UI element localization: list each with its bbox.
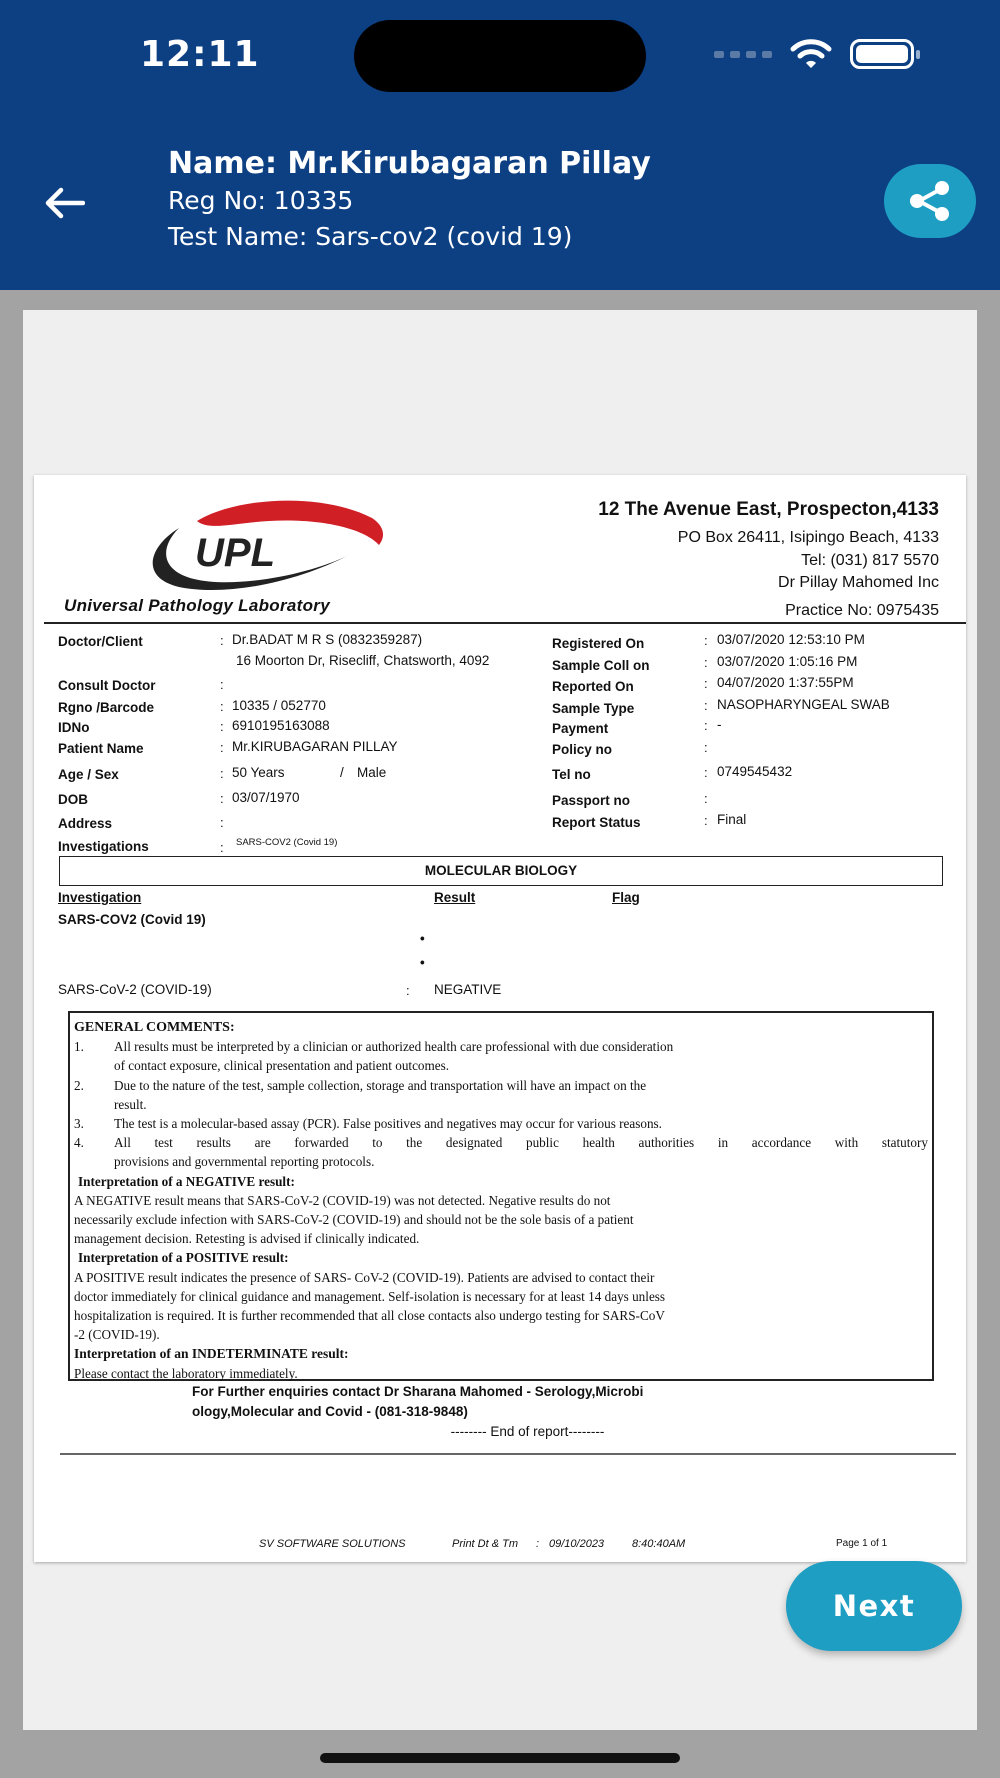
reported-on-value: 04/07/2020 1:37:55PM: [717, 675, 854, 690]
patient-summary: [168, 145, 651, 255]
report-page: UPL Universal Pathology Laboratory 12 The Avenue East, Prospecton,4133 PO Box 26411, Isipingo Beach, 4133 Tel: (031) 817 5570 Dr Pillay Mahomed Inc Practice No: 0975435 Doctor/Client : Dr.BADAT M R S (0832359287) 16 Moorton Dr, Risecliff, Chatsworth, 4092 Consult Doctor : Rgno /Barcode : 10335 / 052770 IDNo : 6910195163088 Patient Name : Mr.KIRUBAGARAN PILLAY Age / Sex : 50 Years / Male DOB : 03/07/1970 Address : Investigations : SARS-COV2 (Covid 19) Registered On : 03/07/2020 12:53:10 PM Sample Coll on : 03/07/2020 1:05:16 PM Reported On : 04/07/2020 1:37:55PM Sample Type : NASOPHARYNGEAL SWAB Payment : - Policy no : Tel no : 0749545432 Passport no : Report Status : Final MOLECULAR BIOLOGY Investigation Result Flag SARS-COV2 (Covid 19) • • SARS-CoV-2 (COVID-19) : NEGATIVE GENERAL COMMENTS: 1. All results must be interpreted by a clinician or authorized health care professional with due consideration of contact exposure, clinical presentation and patient outcomes. 2. Due to the nature of the test, sample collection, storage and transportation will have an impact on the result. 3. The test is a molecular-based assay (PCR). False positives and negatives may occur for various reasons. 4. All test results are forwarded to the designated public health authorities in accordance with statutory provisions and governmental reporting protocols. Interpretation of a NEGATIVE result: A NEGATIVE result means that SARS-CoV-2 (COVID-19) was not detected. Negative results do not necessarily exclude infection with SARS-CoV-2 (COVID-19) and should not be the sole basis of a patient management decision. Retesting is advised if clinically indicated. Interpretation of a POSITIVE result: A POSITIVE result indicates the presence of SARS- CoV-2 (COVID-19). Patients are advised to contact their doctor immediately for clinical guidance and management. Self-isolation is necessary for at least 14 days unless hospitalization is required. It is further recommended that all close contacts also undergo testing for SARS-CoV -2 (COVID-19). Interpretation of an INDETERMINATE result: Please contact the laboratory immediately. For Further enquiries contact Dr Sharana Mahomed - Serology,Microbi ology,Molecular and Covid - (081-318-9848) -------- End of report-------- SV SOFTWARE SOLUTIONS Print Dt & Tm : 09/10/2023 8:40:40AM Page 1 of 1: [34, 475, 966, 1562]
report-status-label: Report Status: [552, 815, 641, 830]
enquiry-line: ology,Molecular and Covid - (081-318-9848): [192, 1404, 468, 1419]
next-button[interactable]: Next: [786, 1561, 962, 1651]
battery-icon: [850, 39, 914, 69]
test-row-name: SARS-CoV-2 (COVID-19): [58, 982, 212, 997]
age-sex-separator: /: [340, 765, 344, 780]
patient-name: Name: Mr.Kirubagaran Pillay: [168, 146, 651, 181]
idno-label: IDNo: [58, 720, 90, 735]
column-investigation: Investigation: [58, 890, 142, 905]
indeterminate-interpretation-title: Interpretation of an INDETERMINATE result:: [74, 1346, 349, 1362]
practice-number: Practice No: 0975435: [785, 602, 939, 619]
age-value: 50 Years: [232, 765, 285, 780]
comment-item: 2. Due to the nature of the test, sample collection, storage and transportation will have an impact on the: [74, 1077, 647, 1093]
positive-interpretation-line: -2 (COVID-19).: [74, 1327, 160, 1343]
idno-value: 6910195163088: [232, 718, 330, 733]
status-icons: [714, 36, 914, 72]
footer-page-number: Page 1 of 1: [836, 1538, 888, 1549]
sample-type-value: NASOPHARYNGEAL SWAB: [717, 697, 890, 712]
header-divider: [44, 622, 966, 624]
positive-interpretation-title: Interpretation of a POSITIVE result:: [78, 1250, 289, 1266]
lab-practice-name: Dr Pillay Mahomed Inc: [778, 574, 939, 591]
negative-interpretation-line: necessarily exclude infection with SARS-CoV-2 (COVID-19) and should not be the sole basis of a patient: [74, 1212, 634, 1228]
bullet-dot: •: [420, 955, 425, 970]
patient-name-value: Mr.KIRUBAGARAN PILLAY: [232, 739, 398, 754]
end-of-report: -------- End of report--------: [450, 1424, 605, 1439]
indeterminate-interpretation-line: Please contact the laboratory immediately.: [74, 1365, 298, 1381]
address-label: Address: [58, 816, 113, 831]
back-button[interactable]: [42, 180, 88, 226]
test-row-result: NEGATIVE: [434, 982, 502, 997]
rgno-value: 10335 / 052770: [232, 698, 326, 713]
payment-label: Payment: [552, 721, 609, 736]
policy-label: Policy no: [552, 742, 613, 757]
comment-item: 1. All results must be interpreted by a clinician or authorized health care professional with due consideration: [74, 1039, 674, 1055]
positive-interpretation-line: hospitalization is required. It is further recommended that all close contacts also undergo testing for SARS-CoV: [74, 1308, 665, 1324]
comment-item: 3. The test is a molecular-based assay (PCR). False positives and negatives may occur for various reasons.: [74, 1116, 662, 1132]
column-result: Result: [434, 890, 476, 905]
payment-value: -: [717, 717, 722, 732]
lab-address-line1: 12 The Avenue East, Prospecton,4133: [598, 499, 939, 520]
test-group-title: SARS-COV2 (Covid 19): [58, 912, 206, 927]
report-status-value: Final: [717, 812, 747, 827]
rgno-label: Rgno /Barcode: [58, 700, 155, 715]
footer-divider: [60, 1453, 956, 1455]
reported-on-label: Reported On: [552, 679, 634, 694]
enquiry-line: For Further enquiries contact Dr Sharana Mahomed - Serology,Microbi: [192, 1384, 644, 1399]
tel-label: Tel no: [552, 767, 591, 782]
doctor-label: Doctor/Client: [58, 634, 143, 649]
doctor-value: Dr.BADAT M R S (0832359287): [232, 632, 423, 647]
passport-label: Passport no: [552, 793, 631, 808]
bullet-dot: •: [420, 931, 425, 946]
sample-coll-value: 03/07/2020 1:05:16 PM: [717, 654, 858, 669]
test-name: Test Name: Sars-cov2 (covid 19): [168, 222, 573, 251]
cellular-signal-icon: [714, 51, 772, 58]
sample-coll-label: Sample Coll on: [552, 658, 650, 673]
consult-label: Consult Doctor: [58, 678, 156, 693]
share-button[interactable]: [884, 164, 976, 238]
registered-on-label: Registered On: [552, 636, 645, 651]
footer-print-label: Print Dt & Tm: [452, 1538, 519, 1550]
age-sex-label: Age / Sex: [58, 767, 119, 782]
dynamic-island: [354, 20, 646, 92]
comment-item: 4. All test results are forwarded to the designated public health authorities in accordance with statutory: [74, 1135, 928, 1151]
doctor-address: 16 Moorton Dr, Risecliff, Chatsworth, 4092: [236, 653, 490, 668]
registration-number: Reg No: 10335: [168, 186, 354, 215]
comments-title: GENERAL COMMENTS:: [74, 1020, 235, 1035]
tel-value: 0749545432: [717, 764, 793, 779]
negative-interpretation-line: A NEGATIVE result means that SARS-CoV-2 (COVID-19) was not detected. Negative results do not: [74, 1192, 611, 1208]
footer-print-date: 09/10/2023: [549, 1538, 605, 1550]
negative-interpretation-title: Interpretation of a NEGATIVE result:: [78, 1173, 295, 1189]
app-header: [0, 0, 1000, 290]
negative-interpretation-line: management decision. Retesting is advised if clinically indicated.: [74, 1231, 420, 1247]
lab-name: Universal Pathology Laboratory: [64, 596, 330, 615]
footer-software: SV SOFTWARE SOLUTIONS: [259, 1538, 406, 1550]
status-time: 12:11: [140, 34, 260, 75]
home-indicator[interactable]: [320, 1753, 680, 1763]
dob-value: 03/07/1970: [232, 790, 300, 805]
investigations-label: Investigations: [58, 839, 149, 854]
positive-interpretation-line: A POSITIVE result indicates the presence of SARS- CoV-2 (COVID-19). Patients are advised to contact their: [74, 1269, 655, 1285]
upl-logo: [139, 493, 399, 603]
logo-text: UPL: [195, 531, 275, 575]
section-title: MOLECULAR BIOLOGY: [59, 856, 943, 886]
patient-name-label: Patient Name: [58, 741, 144, 756]
footer-print-time: 8:40:40AM: [632, 1538, 686, 1550]
registered-on-value: 03/07/2020 12:53:10 PM: [717, 632, 865, 647]
share-icon: [907, 178, 953, 224]
arrow-left-icon: [45, 187, 85, 219]
sample-type-label: Sample Type: [552, 701, 635, 716]
positive-interpretation-line: doctor immediately for clinical guidance and management. Self-isolation is necessary for at least 14 days unless: [74, 1288, 666, 1304]
dob-label: DOB: [58, 792, 88, 807]
column-flag: Flag: [612, 890, 640, 905]
lab-telephone: Tel: (031) 817 5570: [801, 552, 939, 569]
investigations-value: SARS-COV2 (Covid 19): [236, 837, 338, 848]
sex-value: Male: [357, 765, 387, 780]
general-comments-box: GENERAL COMMENTS: 1. All results must be interpreted by a clinician or authorized health care professional with due consideration of contact exposure, clinical presentation and patient outcomes. 2. Due to the nature of the test, sample collection, storage and transportation will have an impact on the result. 3. The test is a molecular-based assay (PCR). False positives and negatives may occur for various reasons. 4. All test results are forwarded to the designated public health authorities in accordance with statutory provisions and governmental reporting protocols. Interpretation of a NEGATIVE result: A NEGATIVE result means that SARS-CoV-2 (COVID-19) was not detected. Negative results do not necessarily exclude infection with SARS-CoV-2 (COVID-19) and should not be the sole basis of a patient management decision. Retesting is advised if clinically indicated. Interpretation of a POSITIVE result: A POSITIVE result indicates the presence of SARS- CoV-2 (COVID-19). Patients are advised to contact their doctor immediately for clinical guidance and management. Self-isolation is necessary for at least 14 days unless hospitalization is required. It is further recommended that all close contacts also undergo testing for SARS-CoV -2 (COVID-19). Interpretation of an INDETERMINATE result: Please contact the laboratory immediately.: [68, 1011, 934, 1381]
wifi-icon: [790, 38, 832, 70]
lab-address-line2: PO Box 26411, Isipingo Beach, 4133: [677, 529, 939, 546]
